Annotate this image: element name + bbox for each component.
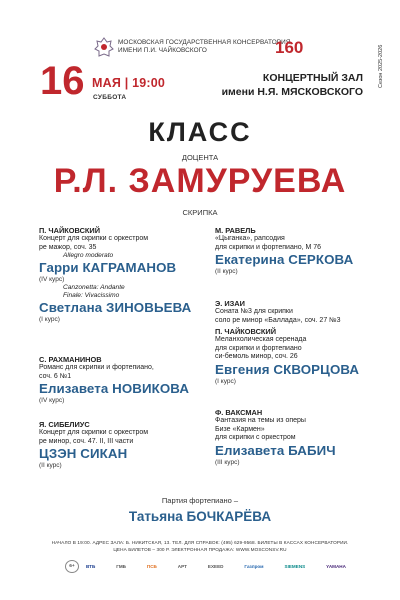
event-month-time: МАЯ | 19:00: [92, 76, 166, 90]
work-line: Бизе «Кармен»: [215, 425, 265, 433]
teacher-name: Р.Л. ЗАМУРУЕВА: [53, 162, 347, 200]
performer-name: Евгения СКВОРЦОВА: [215, 361, 360, 377]
performer-name: Елизавета НОВИКОВА: [39, 381, 190, 397]
hall-line2: имени Н.Я. МЯСКОВСКОГО: [221, 86, 363, 98]
sponsor-logos: [86, 559, 346, 573]
program-item: [215, 299, 341, 325]
footer-info-line2: ЦЕНА БИЛЕТОВ – 300 Р. ЭЛЕКТРОННАЯ ПРОДАЖА: WWW.MOSCONSV.RU: [113, 547, 287, 552]
course-label: (I курс): [39, 316, 60, 324]
composer-name: П. ЧАЙКОВСКИЙ: [39, 226, 101, 235]
course-label: (IV курс): [39, 397, 65, 405]
event-weekday: СУББОТА: [93, 94, 127, 101]
course-label: (III курс): [215, 458, 240, 466]
footer-info-line1: НАЧАЛО В 19:00. АДРЕС ЗАЛА: Б. НИКИТСКАЯ, 13. ТЕЛ. ДЛЯ СПРАВОК: (495) 629-9568. БИЛЕТЫ В КАССАХ КОНСЕРВАТОРИИ.: [51, 540, 349, 545]
sponsor-logo: ГМБ: [116, 563, 126, 569]
work-line: Фантазия на темы из оперы: [215, 417, 306, 424]
title-class: КЛАСС: [148, 117, 252, 147]
program-item: [39, 355, 189, 405]
event-day: 16: [40, 59, 85, 103]
work-line: ре минор, соч. 47. II, III части: [39, 437, 134, 445]
season-label: Сезон 2025-2026: [378, 44, 384, 88]
course-label: (II курс): [215, 268, 238, 276]
composer-name: Я. СИБЕЛИУС: [39, 420, 90, 429]
sponsor-logo: SIEMENS: [284, 563, 306, 569]
composer-name: Э. ИЗАИ: [215, 299, 245, 308]
performer-name: Гарри КАГРАМАНОВ: [39, 260, 177, 276]
conservatory-emblem-icon: [93, 36, 115, 60]
course-label: (IV курс): [39, 276, 65, 284]
work-line: соло ре минор «Баллада», соч. 27 №3: [215, 316, 341, 324]
instrument-label: СКРИПКА: [182, 208, 218, 217]
performer-name: ЦЗЭН СИКАН: [39, 446, 128, 462]
composer-name: М. РАВЕЛЬ: [215, 226, 256, 235]
sponsor-logo: EXEED: [207, 563, 224, 569]
work-line: ре мажор, соч. 35: [39, 243, 97, 251]
sponsor-logo: ПСБ: [146, 563, 157, 569]
conservatory-name-line2: ИМЕНИ П.И. ЧАЙКОВСКОГО: [118, 47, 207, 54]
movement-line: Canzonetta: Andante: [63, 284, 125, 292]
work-line: для скрипки и фортепиано, М 76: [215, 243, 322, 251]
hall-line1: КОНЦЕРТНЫЙ ЗАЛ: [262, 72, 363, 84]
composer-name: Ф. ВАКСМАН: [215, 408, 263, 417]
program-item: [215, 226, 353, 276]
piano-part-label: Партия фортепиано –: [161, 496, 239, 505]
work-line: Романс для скрипки и фортепиано,: [39, 364, 154, 371]
work-line: Концерт для скрипки с оркестром: [39, 429, 149, 436]
course-label: (II курс): [39, 462, 62, 470]
work-line: «Цыганка», рапсодия: [215, 235, 285, 242]
title-docent: ДОЦЕНТА: [181, 153, 219, 162]
movement-line: Finale: Vivacissimo: [63, 292, 120, 300]
age-rating-badge: 6+: [65, 560, 79, 573]
work-line: для скрипки с оркестром: [215, 434, 296, 442]
anniversary-number: 160: [275, 38, 304, 57]
performer-name: Елизавета БАБИЧ: [215, 442, 336, 458]
work-line: Концерт для скрипки с оркестром: [39, 235, 149, 242]
course-label: (I курс): [215, 377, 236, 385]
conservatory-name: [118, 39, 291, 55]
anniversary-logo-icon: [271, 36, 315, 58]
work-line: для скрипки и фортепиано: [215, 344, 302, 352]
work-line: Соната №3 для скрипки: [215, 308, 293, 315]
performer-name: Светлана ЗИНОВЬЕВА: [39, 300, 192, 316]
work-line: Меланхолическая серенада: [215, 336, 307, 343]
movement-line: Allegro moderato: [63, 252, 114, 260]
work-line: си-бемоль минор, соч. 26: [215, 353, 298, 361]
sponsor-logo: АРТ: [177, 563, 187, 569]
program-item: [215, 408, 336, 467]
sponsor-logo: Газпром: [244, 563, 264, 569]
performer-name: Екатерина СЕРКОВА: [215, 252, 354, 268]
composer-name: П. ЧАЙКОВСКИЙ: [215, 327, 277, 336]
sponsor-logo: YAMAHA: [326, 563, 346, 569]
conservatory-name-line1: МОСКОВСКАЯ ГОСУДАРСТВЕННАЯ КОНСЕРВАТОРИЯ: [118, 39, 291, 46]
program-item: [215, 327, 359, 386]
program-item: [39, 420, 148, 470]
program-item: [39, 226, 191, 324]
pianist-name: Татьяна БОЧКАРЁВА: [128, 509, 272, 524]
work-line: соч. 6 №1: [39, 372, 72, 380]
sponsor-logo: ВТБ: [86, 563, 96, 569]
composer-name: С. РАХМАНИНОВ: [39, 355, 102, 364]
